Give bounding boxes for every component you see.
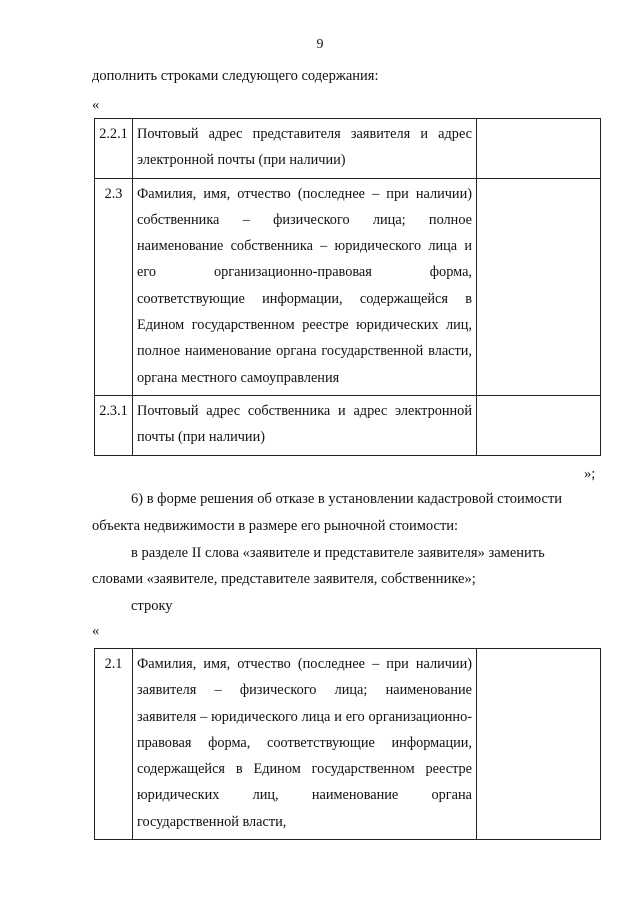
intro-line: дополнить строками следующего содержания: bbox=[92, 68, 379, 84]
row-number: 2.2.1 bbox=[95, 119, 133, 179]
open-quote: « bbox=[92, 97, 100, 113]
row-value bbox=[477, 178, 601, 395]
row-text: Почтовый адрес собственника и адрес электронной почты (при наличии) bbox=[133, 395, 477, 455]
table-1 bbox=[94, 118, 601, 456]
row-number: 2.1 bbox=[95, 649, 133, 840]
table-row bbox=[95, 178, 601, 395]
table-row bbox=[95, 119, 601, 179]
stroku-line: строку bbox=[131, 598, 173, 614]
table-row bbox=[95, 395, 601, 455]
row-text: Фамилия, имя, отчество (последнее – при наличии) собственника – физического лица; полное наименование собственника – юридического лица и его организационно-правовая форма, соответствующие информации, содержащейся в Едином государственном реестре юридических лиц, полное наименование органа государственной власти, органа местного самоуправления bbox=[133, 178, 477, 395]
table-row bbox=[95, 649, 601, 840]
row-number: 2.3.1 bbox=[95, 395, 133, 455]
open-quote-2: « bbox=[92, 623, 100, 639]
para-6-line-1: 6) в форме решения об отказе в установлении кадастровой стоимости bbox=[131, 491, 563, 507]
row-value bbox=[477, 119, 601, 179]
row-text: Почтовый адрес представителя заявителя и адрес электронной почты (при наличии) bbox=[133, 119, 477, 179]
row-text: Фамилия, имя, отчество (последнее – при наличии) заявителя – физического лица; наименование заявителя – юридического лица и его организационно-правовая форма, соответствующие информации, содержащейся в Едином государственном реестре юридических лиц, наименование органа государственной власти, bbox=[133, 649, 477, 840]
table-2 bbox=[94, 648, 601, 840]
row-number: 2.3 bbox=[95, 178, 133, 395]
para-6-line-2: объекта недвижимости в размере его рыночной стоимости: bbox=[92, 518, 459, 534]
close-quote: »; bbox=[584, 466, 596, 482]
page-number: 9 bbox=[316, 37, 324, 52]
row-value bbox=[477, 649, 601, 840]
para-section-line-2: словами «заявителе, представителе заявителя, собственнике»; bbox=[92, 571, 476, 587]
row-value bbox=[477, 395, 601, 455]
para-section-line-1: в разделе II слова «заявителе и представителе заявителя» заменить bbox=[131, 545, 545, 561]
